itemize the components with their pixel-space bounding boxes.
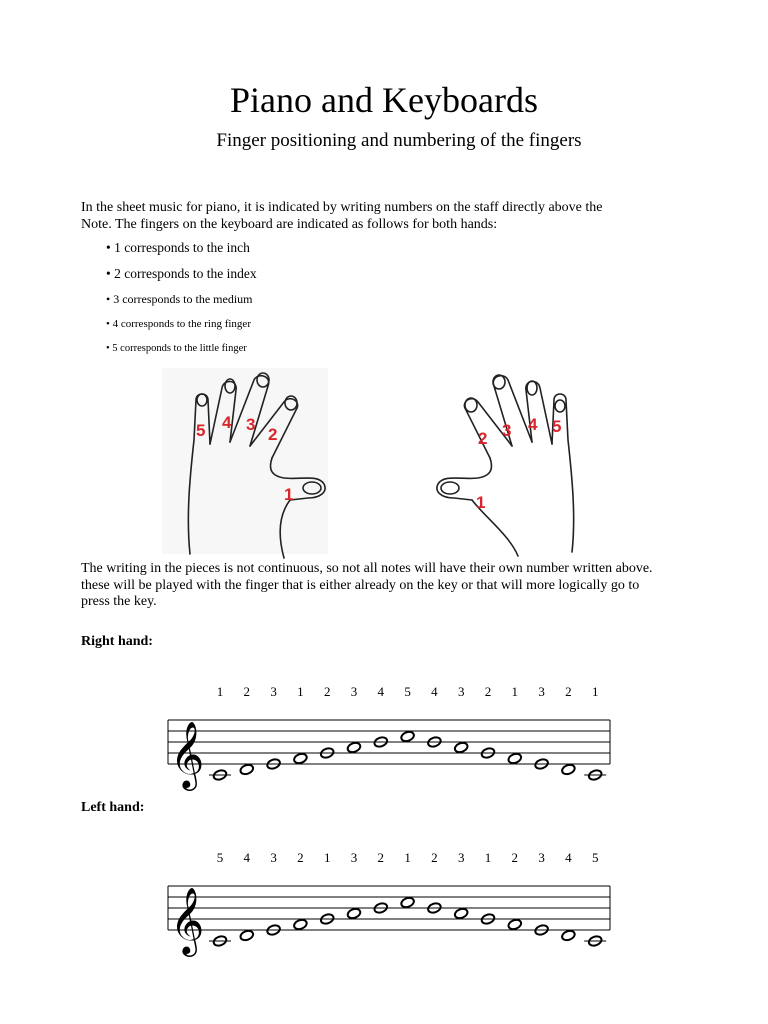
finger-number: 1 [511, 684, 519, 699]
whole-note [400, 896, 415, 909]
whole-note [346, 907, 361, 920]
notes-line-1: The writing in the pieces is not continuous, so not all notes will have their own number written above. [81, 561, 653, 576]
finger-number: 1 [484, 850, 492, 865]
page-title: Piano and Keyboards [230, 80, 538, 120]
left-hand-label: 2 [268, 425, 278, 444]
finger-number: 1 [323, 850, 331, 865]
left-hand-label: 4 [222, 413, 232, 432]
finger-number: 4 [243, 850, 251, 865]
left-hand-label: 1 [284, 485, 294, 504]
whole-note [239, 763, 254, 776]
hand-backdrop [162, 368, 328, 554]
left-hand-label: 5 [196, 421, 206, 440]
finger-number: 4 [377, 684, 385, 699]
right-hand-label: 3 [502, 421, 512, 440]
hands-illustration [160, 366, 580, 560]
finger-number: 2 [377, 850, 385, 865]
notes-line-3: press the key. [81, 594, 157, 609]
left-hand-heading: Left hand: [81, 800, 145, 815]
finger-number: 2 [243, 684, 251, 699]
finger-number: 2 [565, 684, 572, 699]
whole-note [239, 929, 254, 942]
finger-number: 1 [297, 684, 304, 699]
finger-number: 5 [404, 684, 411, 699]
finger-number: 3 [350, 684, 358, 699]
finger-number: 2 [511, 850, 519, 865]
whole-note [454, 741, 469, 754]
treble-clef-icon: 𝄞 [170, 720, 205, 788]
finger-number: 4 [431, 684, 438, 699]
whole-note [293, 752, 308, 765]
list-item: • 5 corresponds to the little finger [106, 343, 247, 354]
whole-note [454, 907, 469, 920]
finger-number: 3 [270, 850, 277, 865]
right-hand-drawing [437, 375, 574, 556]
finger-number: 1 [216, 684, 224, 699]
whole-note [561, 929, 576, 942]
finger-number: 5 [591, 850, 599, 865]
treble-clef-icon: 𝄞 [170, 886, 205, 954]
whole-note [400, 730, 415, 743]
finger-number: 3 [350, 850, 358, 865]
finger-number: 3 [538, 850, 545, 865]
intro-paragraph [81, 200, 721, 233]
right-hand-label: 2 [478, 429, 488, 448]
finger-number: 3 [538, 684, 545, 699]
finger-number: 5 [216, 850, 224, 865]
list-item: • 4 corresponds to the ring finger [106, 318, 251, 330]
intro-line-1: In the sheet music for piano, it is indicated by writing numbers on the staff directly above the [81, 200, 603, 215]
left-hand-label: 3 [246, 415, 256, 434]
right-hand-label: 1 [476, 493, 486, 512]
right-hand-staff [160, 704, 620, 794]
right-hand-label: 4 [528, 415, 538, 434]
whole-note [346, 741, 361, 754]
list-item: • 2 corresponds to the index [106, 266, 257, 281]
finger-number: 3 [457, 850, 465, 865]
right-hand-label: 5 [552, 417, 562, 436]
finger-number: 3 [270, 684, 277, 699]
whole-note [561, 763, 576, 776]
finger-number: 2 [297, 850, 304, 865]
list-item: • 3 corresponds to the medium [106, 292, 253, 306]
notes-line-2: these will be played with the finger that is either already on the key or that will more logically go to [81, 577, 640, 593]
finger-number: 2 [484, 684, 492, 699]
intro-line-2: Note. The fingers on the keyboard are indicated as follows for both hands: [81, 216, 498, 232]
finger-number: 2 [431, 850, 438, 865]
left-hand-fingering [0, 850, 768, 870]
left-hand-staff [160, 870, 620, 960]
right-hand-heading: Right hand: [81, 634, 153, 649]
page-subtitle: Finger positioning and numbering of the fingers [216, 130, 582, 151]
finger-number: 4 [565, 850, 572, 865]
whole-note [293, 918, 308, 931]
whole-note [507, 752, 522, 765]
finger-number: 3 [457, 684, 465, 699]
notes-paragraph [81, 561, 701, 611]
finger-number: 1 [404, 850, 411, 865]
finger-number: 1 [591, 684, 599, 699]
whole-note [507, 918, 522, 931]
list-item: • 1 corresponds to the inch [106, 240, 250, 255]
finger-number: 2 [323, 684, 331, 699]
right-hand-fingering [0, 684, 768, 704]
